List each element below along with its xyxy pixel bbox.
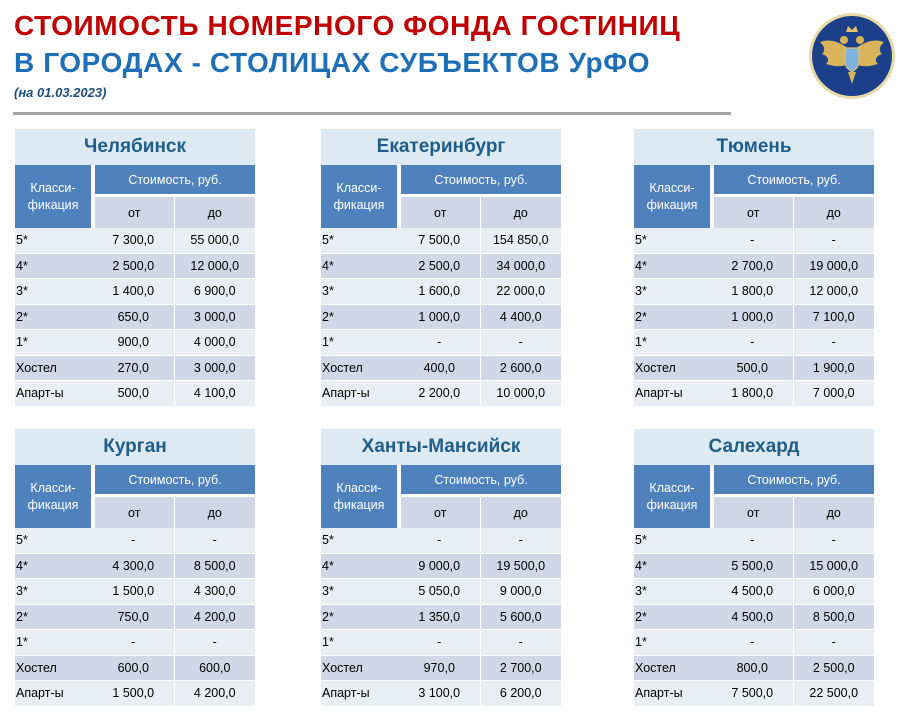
table-row: 3* 1 400,0 6 900,0 <box>15 279 255 305</box>
city-name: Ханты-Мансийск <box>321 429 561 465</box>
table-row: 4* 2 700,0 19 000,0 <box>634 253 874 279</box>
title-divider <box>13 112 731 115</box>
table-row: Хостел 970,0 2 700,0 <box>321 655 561 681</box>
table-row: 2* 1 350,0 5 600,0 <box>321 604 561 630</box>
table-row: 1* - - <box>321 630 561 656</box>
table-row: 5* - - <box>634 528 874 553</box>
table-row: 1* - - <box>15 630 255 656</box>
page-title-line-1: СТОИМОСТЬ НОМЕРНОГО ФОНДА ГОСТИНИЦ <box>14 10 681 41</box>
table-row: 2* 4 500,0 8 500,0 <box>634 604 874 630</box>
table-row: 1* - - <box>634 630 874 656</box>
table-row: 3* 1 500,0 4 300,0 <box>15 579 255 605</box>
classification-header: Класси- фикация <box>15 165 93 228</box>
city-name: Тюмень <box>634 129 874 165</box>
from-header: от <box>93 496 174 529</box>
table-row: 4* 5 500,0 15 000,0 <box>634 553 874 579</box>
city-table-tyumen <box>634 129 874 407</box>
cost-header: Стоимость, руб. <box>399 165 561 196</box>
from-header: от <box>712 496 793 529</box>
city-table-salekhard <box>634 429 874 707</box>
classification-header: Класси- фикация <box>321 465 399 528</box>
city-table-khanty-mansiysk <box>321 429 561 707</box>
cost-header: Стоимость, руб. <box>399 465 561 496</box>
table-row: 4* 9 000,0 19 500,0 <box>321 553 561 579</box>
from-header: от <box>399 196 480 229</box>
city-table-chelyabinsk <box>15 129 255 407</box>
cost-header: Стоимость, руб. <box>712 165 874 196</box>
table-row: 3* 4 500,0 6 000,0 <box>634 579 874 605</box>
classification-header: Класси- фикация <box>15 465 93 528</box>
table-row: 2* 1 000,0 4 400,0 <box>321 304 561 330</box>
city-name: Курган <box>15 429 255 465</box>
city-name: Екатеринбург <box>321 129 561 165</box>
table-row: 5* - - <box>634 228 874 253</box>
table-row: 1* - - <box>321 330 561 356</box>
table-row: 1* 900,0 4 000,0 <box>15 330 255 356</box>
table-row: Апарт-ы 7 500,0 22 500,0 <box>634 681 874 707</box>
table-row: Апарт-ы 1 800,0 7 000,0 <box>634 381 874 407</box>
classification-header: Класси- фикация <box>321 165 399 228</box>
table-row: Апарт-ы 2 200,0 10 000,0 <box>321 381 561 407</box>
table-row: Апарт-ы 500,0 4 100,0 <box>15 381 255 407</box>
table-row: 4* 4 300,0 8 500,0 <box>15 553 255 579</box>
cost-header: Стоимость, руб. <box>93 165 255 196</box>
from-header: от <box>93 196 174 229</box>
table-row: Хостел 500,0 1 900,0 <box>634 355 874 381</box>
from-header: от <box>712 196 793 229</box>
table-row: 3* 5 050,0 9 000,0 <box>321 579 561 605</box>
to-header: до <box>480 496 561 529</box>
classification-header: Класси- фикация <box>634 465 712 528</box>
cost-header: Стоимость, руб. <box>712 465 874 496</box>
city-name: Челябинск <box>15 129 255 165</box>
classification-header: Класси- фикация <box>634 165 712 228</box>
table-row: 2* 650,0 3 000,0 <box>15 304 255 330</box>
table-row: Апарт-ы 1 500,0 4 200,0 <box>15 681 255 707</box>
table-row: Хостел 400,0 2 600,0 <box>321 355 561 381</box>
table-row: 3* 1 600,0 22 000,0 <box>321 279 561 305</box>
city-name: Салехард <box>634 429 874 465</box>
table-row: 3* 1 800,0 12 000,0 <box>634 279 874 305</box>
cost-header: Стоимость, руб. <box>93 465 255 496</box>
to-header: до <box>174 196 255 229</box>
to-header: до <box>174 496 255 529</box>
city-table-kurgan <box>15 429 255 707</box>
table-row: Хостел 270,0 3 000,0 <box>15 355 255 381</box>
to-header: до <box>793 196 874 229</box>
table-row: Хостел 600,0 600,0 <box>15 655 255 681</box>
table-row: 4* 2 500,0 34 000,0 <box>321 253 561 279</box>
page-title-line-2: В ГОРОДАХ - СТОЛИЦАХ СУБЪЕКТОВ УрФО <box>14 47 651 78</box>
to-header: до <box>480 196 561 229</box>
from-header: от <box>399 496 480 529</box>
city-table-yekaterinburg <box>321 129 561 407</box>
table-row: 5* 7 500,0 154 850,0 <box>321 228 561 253</box>
table-row: 4* 2 500,0 12 000,0 <box>15 253 255 279</box>
table-row: Хостел 800,0 2 500,0 <box>634 655 874 681</box>
table-row: 2* 1 000,0 7 100,0 <box>634 304 874 330</box>
table-row: 1* - - <box>634 330 874 356</box>
table-row: 5* 7 300,0 55 000,0 <box>15 228 255 253</box>
to-header: до <box>793 496 874 529</box>
table-row: Апарт-ы 3 100,0 6 200,0 <box>321 681 561 707</box>
date-note: (на 01.03.2023) <box>14 85 107 100</box>
table-row: 5* - - <box>15 528 255 553</box>
double-headed-eagle-emblem-icon <box>808 12 896 100</box>
table-row: 5* - - <box>321 528 561 553</box>
table-row: 2* 750,0 4 200,0 <box>15 604 255 630</box>
